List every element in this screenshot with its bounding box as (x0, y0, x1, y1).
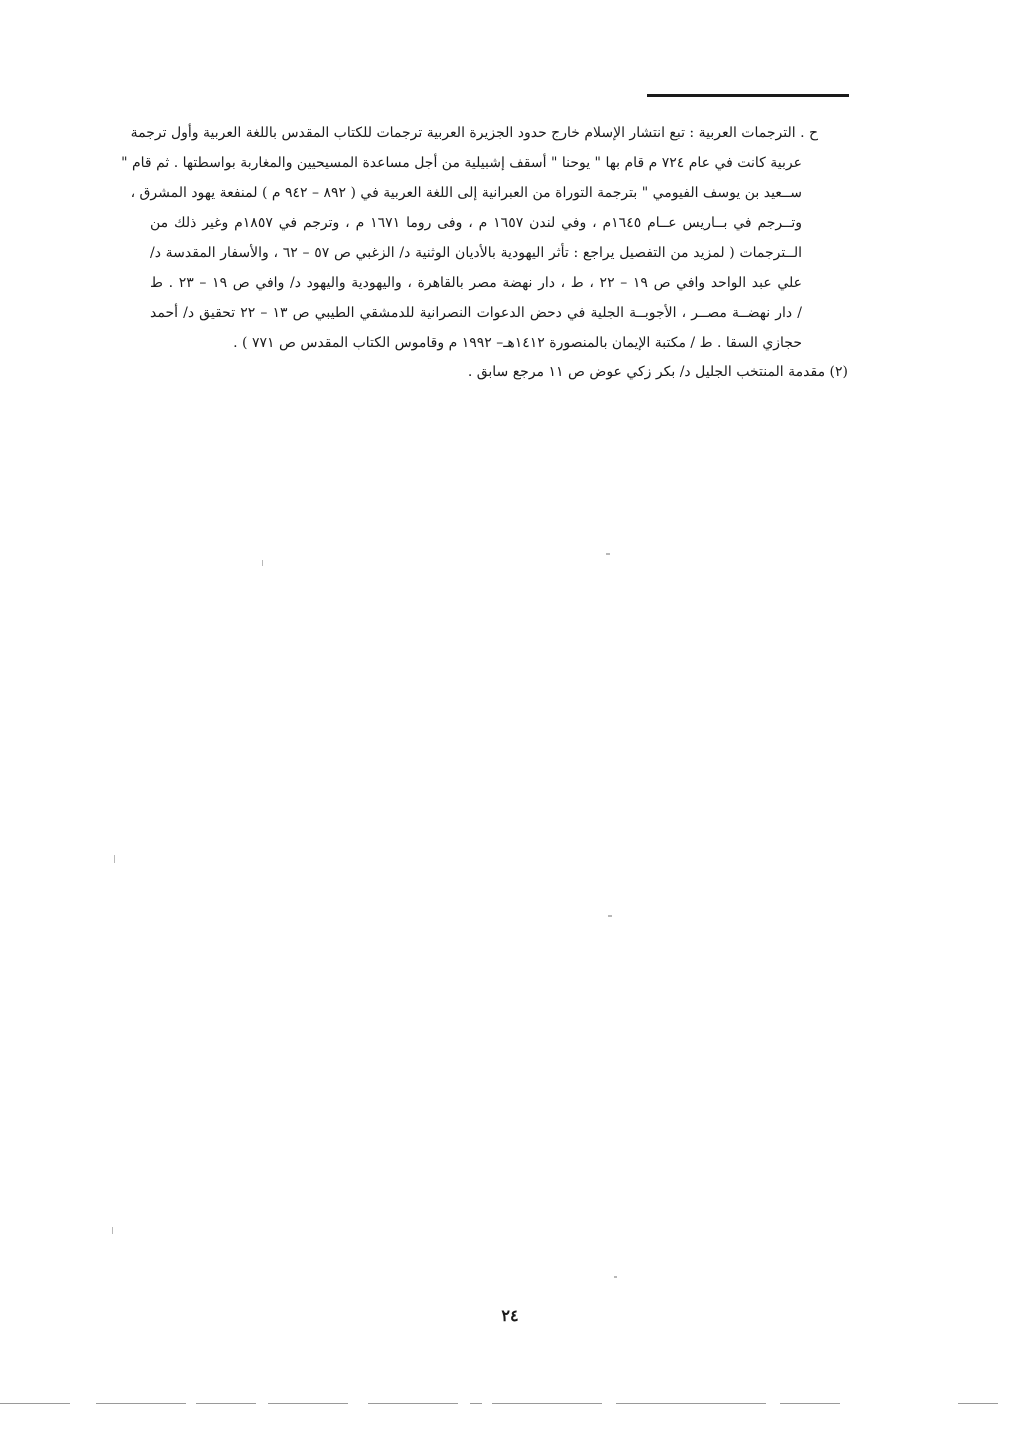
footnote-line: وتــرجم في بــاريس عــام ١٦٤٥م ، وفي لندن ١٦٥٧ م ، وفى روما ١٦٧١ م ، وترجم في ١٨٥٧م وغير ذلك من (150, 215, 802, 231)
footnote-item (150, 358, 848, 386)
scan-speck (606, 553, 610, 555)
scan-bottom-edge (0, 1403, 1019, 1407)
scan-speck (114, 855, 115, 863)
footnote-separator-rule (647, 94, 849, 97)
footnote-line: ســعيد بن يوسف الفيومي " بترجمة التوراة من العبرانية إلى اللغة العربية في ( ٨٩٢ – ٩٤٢ م ) لمنفعة يهود المشرق ، (130, 185, 802, 201)
footnote-line: عربية كانت في عام ٧٢٤ م قام بها " يوحنا " أسقف إشبيلية من أجل مساعدة المسيحيين والمغاربة بواسطتها . ثم قام " (121, 155, 802, 171)
footnotes-section (121, 118, 848, 386)
footnote-line: الــترجمات ( لمزيد من التفصيل يراجع : تأثر اليهودية بالأديان الوثنية د/ الزغبي ص ٥٧ – ٦٢ ، والأسفار المقدسة د/ (150, 245, 802, 261)
footnote-line: حجازي السقا . ط / مكتبة الإيمان بالمنصورة ١٤١٢هـ– ١٩٩٢ م وقاموس الكتاب المقدس ص ٧٧١ ) . (233, 335, 802, 351)
scan-speck (608, 915, 612, 917)
footnote-marker: ح . (800, 125, 818, 141)
footnote-line (150, 358, 848, 386)
footnote-text: الترجمات العربية : تبع انتشار الإسلام خارج حدود الجزيرة العربية ترجمات للكتاب المقدس باللغة العربية وأول ترجمة (130, 125, 796, 141)
footnote-item (121, 118, 848, 358)
scan-speck (262, 560, 263, 566)
footnote-line: / دار نهضــة مصــر ، الأجوبــة الجلية في دحض الدعوات النصرانية للدمشقي الطيبي ص ١٣ – ٢٢ تحقيق د/ أحمد (150, 305, 802, 321)
footnote-text: مقدمة المنتخب الجليل د/ بكر زكي عوض ص ١١ مرجع سابق . (467, 364, 826, 380)
footnote-line: علي عبد الواحد وافي ص ١٩ – ٢٢ ، ط ، دار نهضة مصر بالقاهرة ، واليهودية واليهود د/ وافي ص ١٩ – ٢٣ . ط (150, 275, 802, 291)
footnote-line (130, 118, 848, 148)
scan-speck (614, 1276, 617, 1278)
scan-speck (112, 1227, 113, 1234)
page-number: ٢٤ (501, 1306, 519, 1325)
footnote-marker: (٢) (829, 364, 848, 380)
